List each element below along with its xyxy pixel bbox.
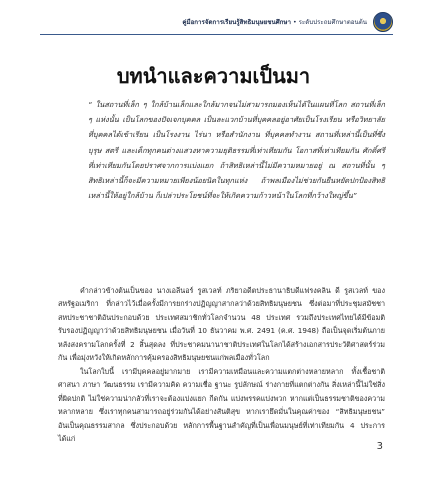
header-separator: • xyxy=(292,19,297,26)
opening-quote: “ ในสถานที่เล็ก ๆ ใกล้บ้านเล็กและใกล้มากจนไม่สามารถมองเห็นได้ในแผนที่โลก สถานที่เล็ก ๆ แห่งนั้น เป็นโลกของปัจเจกบุคคล เป็นละแวกบ้านที่บุคคลอยู่อาศัยเป็นโรงเรียน หรือวิทยาลัยที่บุคคลได้เข้าเรียน เป็นโรงงาน ไร่นา หรือสำนักงาน ที่บุคคลทำงาน สถานที่เหล่านี้เป็นที่ซึ่งบุรุษ สตรี และเด็กทุกคนต่างแสวงหาความยุติธรรมที่เท่าเทียมกัน โอกาสที่เท่าเทียมกัน ศักดิ์ศรีที่เท่าเทียมกันโดยปราศจากการแบ่งแยก ถ้าสิทธิเหล่านี้ไม่มีความหมายอยู่ ณ สถานที่นั้น ๆ สิทธิเหล่านี้ก็จะมีความหมายเพียงน้อยนิดในทุกแห่ง ถ้าพลเมืองไม่ช่วยกันยืนหยัดปกป้องสิทธิเหล่านี้ให้อยู่ใกล้บ้าน ก็เปล่าประโยชน์ที่จะให้เกิดความก้าวหน้าในโลกที่กว้างใหญ่ขึ้น” xyxy=(88,100,385,201)
office-emblem-icon xyxy=(373,12,393,32)
body-paragraph-1: คำกล่าวข้างต้นเป็นของ นางเอลีนอร์ รูสเวลท์ ภริยาอดีตประธานาธิบดีแฟรงคลิน ดี รูสเวลท์ ของสหรัฐอเมริกา ที่กล่าวไว้เมื่อครั้งมีการยกร่างปฏิญญาสากลว่าด้วยสิทธิมนุษยชน ซึ่งต่อมาที่ประชุมสมัชชาสหประชาชาติอันประกอบด้วย ประเทศสมาชิกทั่วโลกจำนวน 48 ประเทศ รวมถึงประเทศไทยได้มีข้อมติรับรองปฏิญญาว่าด้วยสิทธิมนุษยชน เมื่อวันที่ 10 ธันวาคม พ.ศ. 2491 (ค.ศ. 1948) ถือเป็นจุดเริ่มต้นภายหลังสงครามโลกครั้งที่ 2 สิ้นสุดลง ที่ประชาคมนานาชาติประเทศในโลกได้สร้างเอกสารประวัติศาสตร์ร่วมกัน เพื่อมุ่งหวังให้เกิดหลักการคุ้มครองสิทธิมนุษยชนแก่พลเมืองทั่วโลก xyxy=(58,286,385,363)
running-header xyxy=(40,10,393,35)
header-level: ระดับประถมศึกษาตอนต้น xyxy=(298,19,367,26)
page-number: 3 xyxy=(376,441,383,452)
page-title: บทนำและความเป็นมา xyxy=(116,64,311,88)
body-paragraph-2: ในโลกใบนี้ เรามีบุคคลอยู่มากมาย เรามีความเหมือนและความแตกต่างหลายหลาก ทั้งเชื้อชาติ ศาสนา ภาษา วัฒนธรรม เรามีความคิด ความเชื่อ ฐานะ รูปลักษณ์ ร่างกายที่แตกต่างกัน สิ่งเหล่านี้ไม่ใช่สิ่งที่ผิดปกติ ไม่ใช่ความน่ากลัวที่เราจะต้องแบ่งแยก กีดกัน แบ่งพรรคแบ่งพวก หากแต่เป็นธรรมชาติของความหลากหลาย ซึ่งเราทุกคนสามารถอยู่ร่วมกันได้อย่างสันติสุข หากเรายึดมั่นในคุณค่าของ “สิทธิมนุษยชน” อันเป็นคุณธรรมสากล ซึ่งประกอบด้วย หลักการพื้นฐานสำคัญที่เป็นเพื่อนมนุษย์ที่เท่าเทียมกัน 4 ประการ ได้แก่ xyxy=(58,367,385,444)
header-text xyxy=(182,17,367,27)
header-book-title: คู่มือการจัดการเรียนรู้สิทธิมนุษยชนศึกษา xyxy=(182,19,291,26)
